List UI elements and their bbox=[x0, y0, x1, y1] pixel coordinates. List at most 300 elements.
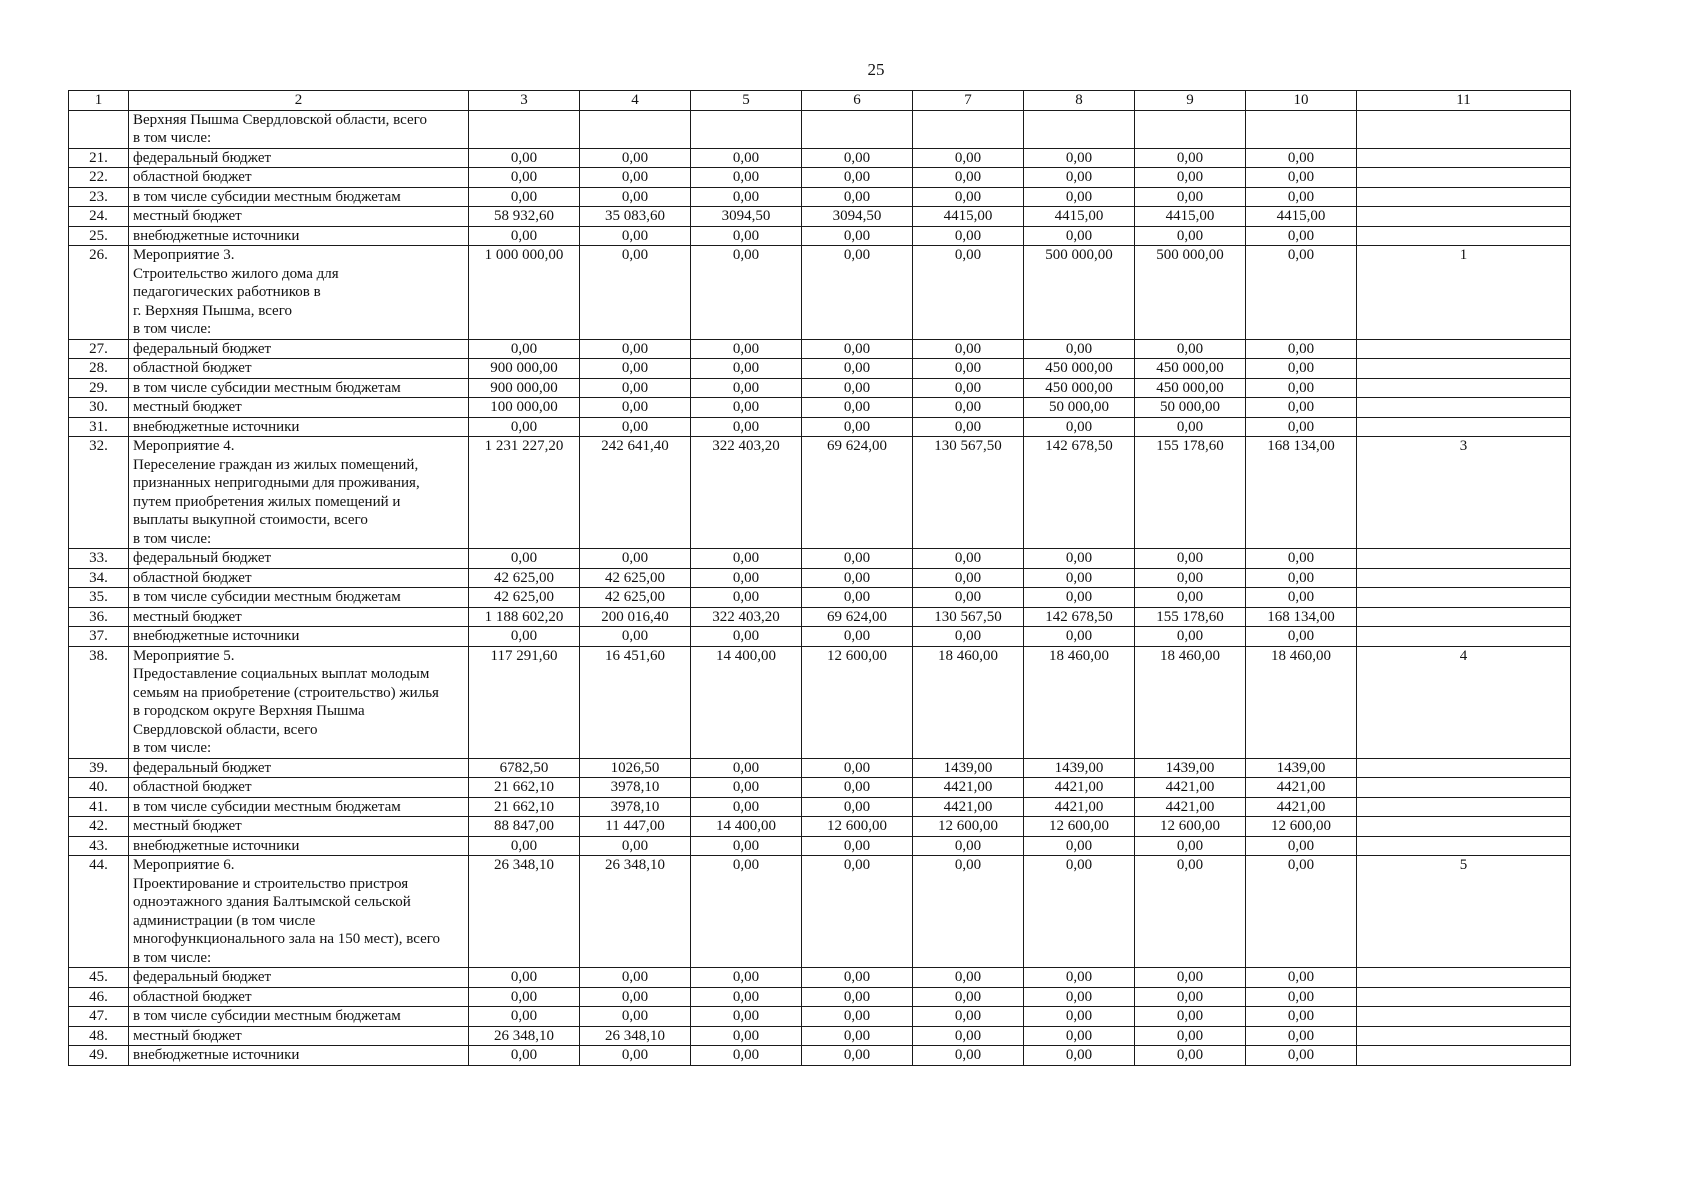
value-cell: 26 348,10 bbox=[469, 1026, 580, 1046]
value-cell: 130 567,50 bbox=[913, 607, 1024, 627]
value-cell: 4421,00 bbox=[913, 778, 1024, 798]
table-row bbox=[69, 437, 1571, 549]
value-cell: 1 000 000,00 bbox=[469, 246, 580, 340]
table-row bbox=[69, 417, 1571, 437]
value-cell: 0,00 bbox=[1246, 417, 1357, 437]
value-cell: 50 000,00 bbox=[1135, 398, 1246, 418]
value-cell: 12 600,00 bbox=[1024, 817, 1135, 837]
row-number-cell: 36. bbox=[69, 607, 129, 627]
value-cell: 16 451,60 bbox=[580, 646, 691, 758]
target-indicator-cell bbox=[1357, 339, 1571, 359]
value-cell: 0,00 bbox=[802, 1026, 913, 1046]
value-cell: 4421,00 bbox=[1135, 797, 1246, 817]
value-cell: 0,00 bbox=[469, 339, 580, 359]
value-cell: 0,00 bbox=[691, 968, 802, 988]
value-cell: 0,00 bbox=[1246, 148, 1357, 168]
value-cell: 50 000,00 bbox=[1024, 398, 1135, 418]
value-cell: 500 000,00 bbox=[1024, 246, 1135, 340]
row-number-cell bbox=[69, 110, 129, 148]
value-cell: 0,00 bbox=[580, 549, 691, 569]
value-cell: 0,00 bbox=[1246, 627, 1357, 647]
row-name-cell: местный бюджет bbox=[129, 817, 469, 837]
value-cell: 14 400,00 bbox=[691, 646, 802, 758]
value-cell: 0,00 bbox=[802, 549, 913, 569]
value-cell: 0,00 bbox=[1024, 1007, 1135, 1027]
row-name-cell: местный бюджет bbox=[129, 1026, 469, 1046]
row-number-cell: 47. bbox=[69, 1007, 129, 1027]
value-cell: 0,00 bbox=[580, 339, 691, 359]
value-cell: 0,00 bbox=[913, 1007, 1024, 1027]
value-cell: 0,00 bbox=[1024, 588, 1135, 608]
value-cell: 0,00 bbox=[469, 417, 580, 437]
value-cell: 0,00 bbox=[802, 398, 913, 418]
value-cell: 0,00 bbox=[802, 226, 913, 246]
value-cell: 0,00 bbox=[1135, 856, 1246, 968]
row-number-cell: 46. bbox=[69, 987, 129, 1007]
table-row bbox=[69, 187, 1571, 207]
table-row bbox=[69, 339, 1571, 359]
value-cell: 42 625,00 bbox=[580, 568, 691, 588]
value-cell: 0,00 bbox=[1024, 568, 1135, 588]
value-cell: 4421,00 bbox=[1246, 797, 1357, 817]
target-indicator-cell bbox=[1357, 187, 1571, 207]
value-cell: 0,00 bbox=[469, 987, 580, 1007]
value-cell: 6782,50 bbox=[469, 758, 580, 778]
value-cell: 500 000,00 bbox=[1135, 246, 1246, 340]
target-indicator-cell bbox=[1357, 398, 1571, 418]
table-row bbox=[69, 758, 1571, 778]
value-cell: 0,00 bbox=[1024, 339, 1135, 359]
value-cell: 0,00 bbox=[1246, 588, 1357, 608]
value-cell: 0,00 bbox=[1246, 187, 1357, 207]
value-cell: 26 348,10 bbox=[469, 856, 580, 968]
value-cell: 0,00 bbox=[469, 968, 580, 988]
value-cell: 0,00 bbox=[1135, 417, 1246, 437]
value-cell: 0,00 bbox=[1024, 226, 1135, 246]
value-cell: 0,00 bbox=[580, 148, 691, 168]
row-name-cell: Верхняя Пышма Свердловской области, всего в том числе: bbox=[129, 110, 469, 148]
value-cell: 0,00 bbox=[691, 627, 802, 647]
value-cell: 0,00 bbox=[580, 987, 691, 1007]
target-indicator-cell: 5 bbox=[1357, 856, 1571, 968]
row-name-cell: областной бюджет bbox=[129, 359, 469, 379]
value-cell: 0,00 bbox=[1024, 627, 1135, 647]
value-cell: 1439,00 bbox=[1135, 758, 1246, 778]
value-cell: 42 625,00 bbox=[469, 568, 580, 588]
target-indicator-cell bbox=[1357, 797, 1571, 817]
value-cell: 4421,00 bbox=[913, 797, 1024, 817]
column-number-cell: 11 bbox=[1357, 91, 1571, 111]
value-cell: 0,00 bbox=[580, 417, 691, 437]
value-cell: 4415,00 bbox=[1135, 207, 1246, 227]
value-cell: 0,00 bbox=[913, 339, 1024, 359]
table-row bbox=[69, 968, 1571, 988]
value-cell: 0,00 bbox=[1024, 187, 1135, 207]
value-cell: 3094,50 bbox=[691, 207, 802, 227]
column-number-row bbox=[69, 91, 1571, 111]
target-indicator-cell bbox=[1357, 627, 1571, 647]
value-cell: 0,00 bbox=[1024, 1026, 1135, 1046]
column-number-cell: 6 bbox=[802, 91, 913, 111]
value-cell: 0,00 bbox=[913, 417, 1024, 437]
value-cell: 0,00 bbox=[1024, 968, 1135, 988]
value-cell: 0,00 bbox=[580, 1046, 691, 1066]
table-row bbox=[69, 817, 1571, 837]
value-cell: 12 600,00 bbox=[913, 817, 1024, 837]
value-cell: 0,00 bbox=[1246, 1046, 1357, 1066]
value-cell: 0,00 bbox=[802, 588, 913, 608]
value-cell: 0,00 bbox=[913, 1046, 1024, 1066]
target-indicator-cell bbox=[1357, 110, 1571, 148]
value-cell: 1 231 227,20 bbox=[469, 437, 580, 549]
value-cell: 0,00 bbox=[691, 226, 802, 246]
target-indicator-cell: 3 bbox=[1357, 437, 1571, 549]
value-cell: 322 403,20 bbox=[691, 607, 802, 627]
value-cell bbox=[1135, 110, 1246, 148]
target-indicator-cell bbox=[1357, 758, 1571, 778]
value-cell: 0,00 bbox=[913, 968, 1024, 988]
value-cell: 0,00 bbox=[691, 148, 802, 168]
table-row bbox=[69, 797, 1571, 817]
value-cell: 0,00 bbox=[913, 148, 1024, 168]
value-cell: 0,00 bbox=[1024, 417, 1135, 437]
value-cell: 0,00 bbox=[1135, 588, 1246, 608]
value-cell: 0,00 bbox=[580, 1007, 691, 1027]
value-cell: 0,00 bbox=[1246, 246, 1357, 340]
table-row bbox=[69, 168, 1571, 188]
value-cell: 69 624,00 bbox=[802, 607, 913, 627]
table-body bbox=[69, 110, 1571, 1065]
row-name-cell: Мероприятие 6. Проектирование и строительство пристроя одноэтажного здания Балтымской сельской администрации (в том числе многофункционального зала на 150 мест), всего в том числе: bbox=[129, 856, 469, 968]
row-name-cell: федеральный бюджет bbox=[129, 339, 469, 359]
row-name-cell: внебюджетные источники bbox=[129, 417, 469, 437]
value-cell: 69 624,00 bbox=[802, 437, 913, 549]
table-row bbox=[69, 549, 1571, 569]
value-cell: 0,00 bbox=[1024, 168, 1135, 188]
value-cell: 0,00 bbox=[913, 588, 1024, 608]
row-name-cell: внебюджетные источники bbox=[129, 836, 469, 856]
value-cell: 0,00 bbox=[913, 836, 1024, 856]
page-number: 25 bbox=[867, 60, 885, 79]
value-cell: 0,00 bbox=[802, 778, 913, 798]
column-number-cell: 3 bbox=[469, 91, 580, 111]
target-indicator-cell bbox=[1357, 1026, 1571, 1046]
value-cell: 117 291,60 bbox=[469, 646, 580, 758]
value-cell bbox=[691, 110, 802, 148]
value-cell: 21 662,10 bbox=[469, 778, 580, 798]
value-cell: 12 600,00 bbox=[1135, 817, 1246, 837]
value-cell: 0,00 bbox=[1135, 226, 1246, 246]
value-cell: 0,00 bbox=[691, 1007, 802, 1027]
value-cell: 142 678,50 bbox=[1024, 437, 1135, 549]
value-cell: 0,00 bbox=[469, 187, 580, 207]
column-number-cell: 10 bbox=[1246, 91, 1357, 111]
value-cell: 0,00 bbox=[580, 968, 691, 988]
target-indicator-cell bbox=[1357, 148, 1571, 168]
row-number-cell: 30. bbox=[69, 398, 129, 418]
column-number-cell: 1 bbox=[69, 91, 129, 111]
value-cell: 0,00 bbox=[802, 187, 913, 207]
value-cell: 0,00 bbox=[913, 187, 1024, 207]
value-cell: 0,00 bbox=[913, 856, 1024, 968]
value-cell: 0,00 bbox=[580, 359, 691, 379]
value-cell: 26 348,10 bbox=[580, 1026, 691, 1046]
row-name-cell: в том числе субсидии местным бюджетам bbox=[129, 588, 469, 608]
target-indicator-cell bbox=[1357, 568, 1571, 588]
target-indicator-cell bbox=[1357, 378, 1571, 398]
value-cell: 0,00 bbox=[691, 187, 802, 207]
column-number-cell: 7 bbox=[913, 91, 1024, 111]
value-cell: 0,00 bbox=[691, 359, 802, 379]
table-row bbox=[69, 359, 1571, 379]
value-cell: 4415,00 bbox=[1246, 207, 1357, 227]
value-cell: 0,00 bbox=[1246, 168, 1357, 188]
row-name-cell: внебюджетные источники bbox=[129, 627, 469, 647]
value-cell: 0,00 bbox=[691, 778, 802, 798]
table-row bbox=[69, 588, 1571, 608]
column-number-cell: 9 bbox=[1135, 91, 1246, 111]
row-name-cell: областной бюджет bbox=[129, 168, 469, 188]
target-indicator-cell bbox=[1357, 549, 1571, 569]
value-cell: 0,00 bbox=[913, 568, 1024, 588]
value-cell: 100 000,00 bbox=[469, 398, 580, 418]
value-cell: 0,00 bbox=[691, 588, 802, 608]
value-cell: 0,00 bbox=[1024, 148, 1135, 168]
value-cell: 0,00 bbox=[691, 987, 802, 1007]
value-cell: 0,00 bbox=[691, 549, 802, 569]
value-cell: 21 662,10 bbox=[469, 797, 580, 817]
value-cell bbox=[802, 110, 913, 148]
value-cell: 0,00 bbox=[691, 398, 802, 418]
value-cell: 18 460,00 bbox=[913, 646, 1024, 758]
value-cell bbox=[1246, 110, 1357, 148]
value-cell: 0,00 bbox=[1135, 549, 1246, 569]
value-cell: 0,00 bbox=[913, 398, 1024, 418]
value-cell: 1 188 602,20 bbox=[469, 607, 580, 627]
value-cell: 0,00 bbox=[469, 1046, 580, 1066]
row-name-cell: областной бюджет bbox=[129, 568, 469, 588]
value-cell: 0,00 bbox=[1135, 187, 1246, 207]
value-cell: 0,00 bbox=[1246, 378, 1357, 398]
value-cell: 0,00 bbox=[1024, 856, 1135, 968]
row-name-cell: Мероприятие 3. Строительство жилого дома для педагогических работников в г. Верхняя Пышма, всего в том числе: bbox=[129, 246, 469, 340]
value-cell: 168 134,00 bbox=[1246, 437, 1357, 549]
value-cell: 58 932,60 bbox=[469, 207, 580, 227]
row-name-cell: федеральный бюджет bbox=[129, 549, 469, 569]
value-cell: 0,00 bbox=[691, 836, 802, 856]
row-name-cell: местный бюджет bbox=[129, 398, 469, 418]
value-cell: 0,00 bbox=[1246, 968, 1357, 988]
value-cell: 12 600,00 bbox=[802, 817, 913, 837]
row-number-cell: 49. bbox=[69, 1046, 129, 1066]
table-row bbox=[69, 110, 1571, 148]
value-cell bbox=[913, 110, 1024, 148]
row-number-cell: 41. bbox=[69, 797, 129, 817]
value-cell: 0,00 bbox=[580, 378, 691, 398]
value-cell: 0,00 bbox=[802, 856, 913, 968]
value-cell: 0,00 bbox=[802, 417, 913, 437]
value-cell: 42 625,00 bbox=[469, 588, 580, 608]
value-cell: 0,00 bbox=[1135, 568, 1246, 588]
value-cell: 0,00 bbox=[691, 797, 802, 817]
value-cell: 322 403,20 bbox=[691, 437, 802, 549]
value-cell: 0,00 bbox=[691, 568, 802, 588]
value-cell: 4415,00 bbox=[1024, 207, 1135, 227]
value-cell: 0,00 bbox=[691, 758, 802, 778]
value-cell: 0,00 bbox=[1135, 987, 1246, 1007]
value-cell: 0,00 bbox=[580, 627, 691, 647]
value-cell: 0,00 bbox=[802, 246, 913, 340]
value-cell: 26 348,10 bbox=[580, 856, 691, 968]
row-name-cell: федеральный бюджет bbox=[129, 968, 469, 988]
target-indicator-cell bbox=[1357, 359, 1571, 379]
value-cell: 450 000,00 bbox=[1024, 359, 1135, 379]
target-indicator-cell bbox=[1357, 836, 1571, 856]
value-cell: 18 460,00 bbox=[1024, 646, 1135, 758]
row-name-cell: в том числе субсидии местным бюджетам bbox=[129, 1007, 469, 1027]
value-cell: 0,00 bbox=[691, 339, 802, 359]
value-cell: 18 460,00 bbox=[1135, 646, 1246, 758]
value-cell: 0,00 bbox=[1246, 339, 1357, 359]
value-cell: 0,00 bbox=[913, 987, 1024, 1007]
table-row bbox=[69, 646, 1571, 758]
value-cell: 0,00 bbox=[802, 148, 913, 168]
value-cell: 3094,50 bbox=[802, 207, 913, 227]
value-cell: 0,00 bbox=[580, 226, 691, 246]
value-cell: 0,00 bbox=[580, 836, 691, 856]
table-row bbox=[69, 1046, 1571, 1066]
row-name-cell: в том числе субсидии местным бюджетам bbox=[129, 378, 469, 398]
row-number-cell: 35. bbox=[69, 588, 129, 608]
value-cell: 0,00 bbox=[802, 378, 913, 398]
value-cell: 450 000,00 bbox=[1135, 359, 1246, 379]
value-cell: 0,00 bbox=[913, 226, 1024, 246]
row-name-cell: Мероприятие 4. Переселение граждан из жилых помещений, признанных непригодными для проживания, путем приобретения жилых помещений и выплаты выкупной стоимости, всего в том числе: bbox=[129, 437, 469, 549]
table-row bbox=[69, 1026, 1571, 1046]
value-cell: 0,00 bbox=[1246, 398, 1357, 418]
value-cell: 0,00 bbox=[1024, 836, 1135, 856]
row-name-cell: внебюджетные источники bbox=[129, 226, 469, 246]
value-cell: 0,00 bbox=[1135, 1046, 1246, 1066]
value-cell: 1439,00 bbox=[913, 758, 1024, 778]
value-cell: 0,00 bbox=[1246, 1026, 1357, 1046]
value-cell: 0,00 bbox=[469, 1007, 580, 1027]
value-cell bbox=[469, 110, 580, 148]
target-indicator-cell: 4 bbox=[1357, 646, 1571, 758]
value-cell: 0,00 bbox=[802, 758, 913, 778]
value-cell: 4421,00 bbox=[1246, 778, 1357, 798]
value-cell: 0,00 bbox=[691, 1046, 802, 1066]
table-row bbox=[69, 987, 1571, 1007]
value-cell: 4421,00 bbox=[1135, 778, 1246, 798]
column-number-cell: 2 bbox=[129, 91, 469, 111]
row-number-cell: 37. bbox=[69, 627, 129, 647]
value-cell: 0,00 bbox=[802, 627, 913, 647]
value-cell: 0,00 bbox=[1246, 987, 1357, 1007]
table-row bbox=[69, 836, 1571, 856]
row-name-cell: в том числе субсидии местным бюджетам bbox=[129, 187, 469, 207]
row-number-cell: 21. bbox=[69, 148, 129, 168]
table-row bbox=[69, 627, 1571, 647]
row-number-cell: 44. bbox=[69, 856, 129, 968]
value-cell: 168 134,00 bbox=[1246, 607, 1357, 627]
row-number-cell: 31. bbox=[69, 417, 129, 437]
value-cell: 0,00 bbox=[802, 987, 913, 1007]
value-cell: 0,00 bbox=[802, 797, 913, 817]
row-number-cell: 33. bbox=[69, 549, 129, 569]
row-number-cell: 29. bbox=[69, 378, 129, 398]
value-cell: 0,00 bbox=[1246, 359, 1357, 379]
value-cell: 0,00 bbox=[1246, 836, 1357, 856]
value-cell: 3978,10 bbox=[580, 778, 691, 798]
value-cell: 900 000,00 bbox=[469, 359, 580, 379]
target-indicator-cell bbox=[1357, 168, 1571, 188]
value-cell: 4415,00 bbox=[913, 207, 1024, 227]
value-cell: 450 000,00 bbox=[1135, 378, 1246, 398]
value-cell: 88 847,00 bbox=[469, 817, 580, 837]
row-number-cell: 32. bbox=[69, 437, 129, 549]
value-cell: 0,00 bbox=[1135, 836, 1246, 856]
row-number-cell: 22. bbox=[69, 168, 129, 188]
value-cell: 200 016,40 bbox=[580, 607, 691, 627]
value-cell: 11 447,00 bbox=[580, 817, 691, 837]
value-cell: 0,00 bbox=[1135, 168, 1246, 188]
row-number-cell: 39. bbox=[69, 758, 129, 778]
value-cell: 0,00 bbox=[580, 398, 691, 418]
row-name-cell: областной бюджет bbox=[129, 987, 469, 1007]
target-indicator-cell: 1 bbox=[1357, 246, 1571, 340]
value-cell bbox=[1024, 110, 1135, 148]
table-row bbox=[69, 207, 1571, 227]
value-cell: 0,00 bbox=[1024, 549, 1135, 569]
value-cell: 0,00 bbox=[802, 568, 913, 588]
value-cell: 0,00 bbox=[802, 1046, 913, 1066]
table-row bbox=[69, 778, 1571, 798]
value-cell bbox=[580, 110, 691, 148]
value-cell: 0,00 bbox=[913, 378, 1024, 398]
value-cell: 4421,00 bbox=[1024, 797, 1135, 817]
row-number-cell: 38. bbox=[69, 646, 129, 758]
table-row bbox=[69, 856, 1571, 968]
column-number-cell: 8 bbox=[1024, 91, 1135, 111]
value-cell: 900 000,00 bbox=[469, 378, 580, 398]
target-indicator-cell bbox=[1357, 987, 1571, 1007]
row-name-cell: местный бюджет bbox=[129, 207, 469, 227]
value-cell: 0,00 bbox=[802, 968, 913, 988]
row-name-cell: областной бюджет bbox=[129, 778, 469, 798]
row-name-cell: местный бюджет bbox=[129, 607, 469, 627]
value-cell: 42 625,00 bbox=[580, 588, 691, 608]
value-cell: 0,00 bbox=[1246, 226, 1357, 246]
table-row bbox=[69, 246, 1571, 340]
target-indicator-cell bbox=[1357, 588, 1571, 608]
row-name-cell: внебюджетные источники bbox=[129, 1046, 469, 1066]
value-cell: 14 400,00 bbox=[691, 817, 802, 837]
row-number-cell: 25. bbox=[69, 226, 129, 246]
value-cell: 0,00 bbox=[913, 627, 1024, 647]
value-cell: 3978,10 bbox=[580, 797, 691, 817]
value-cell: 0,00 bbox=[802, 339, 913, 359]
value-cell: 155 178,60 bbox=[1135, 437, 1246, 549]
target-indicator-cell bbox=[1357, 817, 1571, 837]
value-cell: 0,00 bbox=[1024, 987, 1135, 1007]
value-cell: 0,00 bbox=[1135, 339, 1246, 359]
value-cell: 0,00 bbox=[913, 168, 1024, 188]
value-cell: 0,00 bbox=[469, 226, 580, 246]
value-cell: 450 000,00 bbox=[1024, 378, 1135, 398]
table-row bbox=[69, 1007, 1571, 1027]
value-cell: 0,00 bbox=[691, 378, 802, 398]
